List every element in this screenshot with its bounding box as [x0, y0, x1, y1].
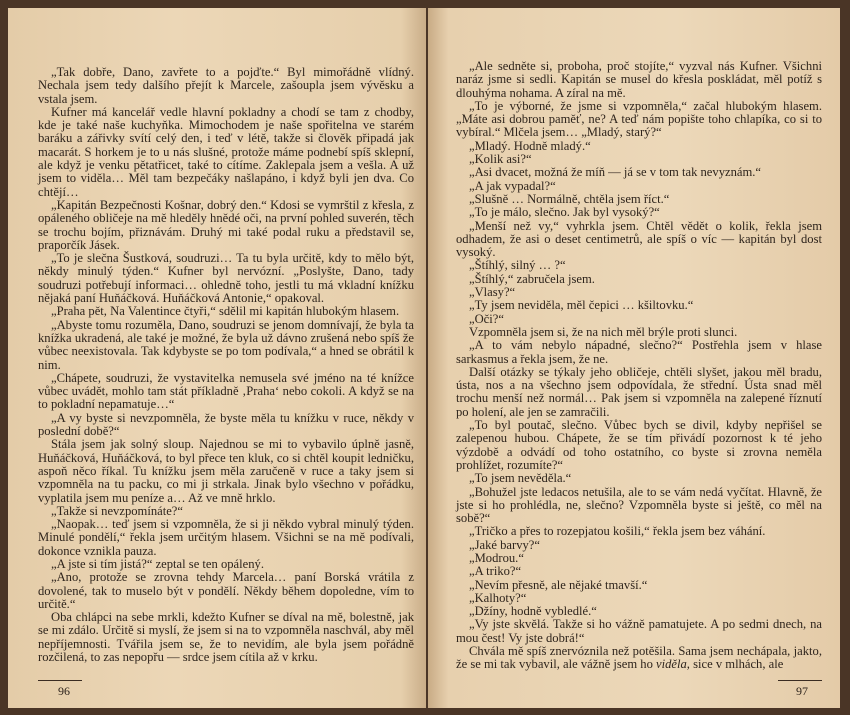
right-page-text: [456, 60, 822, 672]
paragraph: „Chápete, soudruzi, že vystavitelka nemusela své jméno na té knížce vůbec uvádět, mohlo tam stát příkladně ‚Praha‘ nebo cokoli. A když se na to pokladní nepamatuje…“: [38, 370, 414, 412]
paragraph: „Bohužel jste ledacos netušila, ale to se vám nedá vyčítat. Hlavně, že jste si ho prohlédla, ne, slečno? Vzpomněla byste si ještě, co měl na sobě?“: [456, 484, 822, 526]
left-page: [8, 8, 426, 708]
right-page: [428, 8, 840, 708]
paragraph: „A triko?“: [469, 564, 522, 579]
paragraph: „Kapitán Bezpečnosti Košnar, dobrý den.“ Kdosi se vymrštil z křesla, z opáleného obličeje na mě hleděly hnědé oči, na první pohled suverén, těch se trochu bojím, přiznávám. Druhý mi také podal ruku a představil se, praporčík Jásek.: [38, 197, 414, 252]
paragraph: [456, 645, 822, 672]
paragraph: „To je málo, slečno. Jak byl vysoký?“: [469, 205, 660, 220]
page-number: 97: [796, 683, 808, 698]
page-footer: [778, 672, 822, 698]
italic-emphasis: viděla,: [656, 657, 690, 672]
paragraph: „Štíhlý,“ zabručela jsem.: [469, 271, 595, 286]
paragraph: „Vlasy?“: [469, 285, 516, 300]
paragraph: „Štíhlý, silný … ?“: [469, 258, 566, 273]
paragraph: „To jsem nevěděla.“: [469, 471, 572, 486]
paragraph: „Nevím přesně, ale nějaké tmavší.“: [469, 577, 648, 592]
paragraph: Oba chlápci na sebe mrkli, kdežto Kufner se díval na mě, bolestně, jak se mi zdálo. Určitě si myslí, že jsem si na to vzpomněla naschvál, aby měl nepříjemnosti. Tvářila jsem se, že to nevidím, ale byla jsem pořádně rozčilená, to zas nepopřu — srdce jsem cítila až v krku.: [38, 610, 414, 665]
paragraph: „Tak dobře, Dano, zavřete to a pojďte.“ Byl mimořádně vlídný. Nechala jsem tedy dalšího přejít k Marcele, zašoupla jsem vývěsku a vstala jsem.: [38, 65, 414, 106]
paragraph: „Kalhoty?“: [469, 590, 527, 605]
paragraph-fragment: sice v mlhách, ale: [689, 657, 784, 672]
paragraph: „Džíny, hodně vybledlé.“: [469, 604, 597, 619]
paragraph: „Jaké barvy?“: [469, 537, 540, 552]
paragraph: „To byl poutač, slečno. Vůbec bych se divil, kdyby nepřišel se zalepenou hubou. Chápete, že se tím přivádí pozornost k té jeho výzdobě a odvádí od toho ostatního, co byste si zrovna neměla prohlížet, rozumíte?“: [456, 418, 822, 472]
paragraph: „Mladý. Hodně mladý.“: [469, 138, 591, 153]
paragraph: „Asi dvacet, možná že míň — já se v tom tak nevyznám.“: [469, 165, 762, 180]
paragraph: „Oči?“: [469, 311, 504, 326]
paragraph: „A jste si tím jistá?“ zeptal se ten opálený.: [51, 556, 264, 571]
paragraph: „Ano, protože se zrovna tehdy Marcela… paní Borská vrátila z dovolené, tak to muselo být v pondělí. Někdy během dopoledne, vím to určitě.“: [38, 570, 414, 611]
paragraph: „Praha pět, Na Valentince čtyři,“ sdělil mi kapitán hlubokým hlasem.: [51, 304, 400, 319]
paragraph: Další otázky se týkaly jeho obličeje, chtěli slyšet, jakou měl bradu, ústa, nos a na všechno jsem odpovídala, že střední. Ústa snad měl trochu menší než normál… Pak jsem si vzpomněla na zalepené říznutí po holení, ale jen se zamračili.: [456, 364, 822, 419]
page-number: 96: [58, 683, 70, 698]
paragraph: „A to vám nebylo nápadné, slečno?“ Postřehla jsem v hlase sarkasmus a řekla jsem, že ne.: [456, 338, 822, 366]
page-footer: [38, 672, 414, 698]
paragraph: „Menší než vy,“ vyhrkla jsem. Chtěl vědět o kolik, řekla jsem odhadem, že asi o deset centimetrů, ale spíš o víc — kapitán byl dost vysoký.: [456, 218, 822, 260]
paragraph: „Takže si nevzpomínáte?“: [51, 503, 183, 518]
paragraph: Stála jsem jak solný sloup. Najednou se mi to vybavilo úplně jasně, Huňáčková, Huňáčková, to byl přece ten kluk, co si chtěl koupit ledničku, aspoň něco říkal. Tu knížku jsem měla zaručeně v ruce a taky jsem si vzpomněla na tu packu, co mi ji strkala. Jinak bylo všechno v pořádku, vyplatila jsem mu peníze a… Až ve mně hrklo.: [38, 437, 414, 505]
paragraph: „Kolik asi?“: [469, 152, 532, 167]
paragraph: „Naopak… teď jsem si vzpomněla, že si ji někdo vybral minulý týden. Minulé pondělí,“ řekla jsem určitým hlasem. Všichni se na mě podívali, dokonce vznikla pauza.: [38, 517, 414, 558]
paragraph: „Abyste tomu rozuměla, Dano, soudruzi se jenom domnívají, že byla ta knížka ukradená, ale také je možné, že byla už dávno zrušená nebo spíš že vůbec neexistovala. Tak kdybyste se po tom podívala,“ a hned se obrátil k nim.: [38, 317, 414, 372]
paragraph: „Slušně … Normálně, chtěla jsem říct.“: [469, 191, 670, 206]
paragraph: „Ale sedněte si, proboha, proč stojíte,“ vyzval nás Kufner. Všichni naráz jsme si sedli. Kapitán se musel do křesla poskládat, měl potíž s dlouhýma nohama. A zíral na mě.: [456, 59, 822, 100]
paragraph: „A vy byste si nevzpomněla, že byste měla tu knížku v ruce, někdy v poslední době?“: [38, 410, 414, 439]
paragraph: Vzpomněla jsem si, že na nich měl brýle proti slunci.: [469, 324, 738, 339]
paragraph: „Tričko a přes to rozepjatou košili,“ řekla jsem bez váhání.: [469, 524, 766, 539]
paragraph: „Vy jste skvělá. Takže si ho vážně pamatujete. A po sedmi dnech, na mou čest! Vy jste dobrá!“: [456, 617, 822, 645]
left-page-text: [38, 66, 414, 664]
paragraph: „To je slečna Šustková, soudruzi… Ta tu byla určitě, kdy to mělo být, někdy minulý týden.“ Kufner byl nervózní. „Poslyšte, Dano, tady soudruzi potřebují informaci… ohledně toho, jestli tu má vkladní knížku nějaká paní Huňáčková. Huňáčková Antonie,“ opakoval.: [38, 251, 414, 306]
paragraph-fragment: Chvála mě spíš znervóznila než potěšila. Sama jsem nechápala, jakto, že se mi tak vybavil, ale vážně jsem ho: [456, 644, 822, 672]
paragraph: Kufner má kancelář vedle hlavní pokladny a chodí se tam z chodby, kde je také naše kuchyňka. Mimochodem je naše spořitelna ve starém baráku a zářivky svítí celý den, i teď v létě, takže si člověk připadá jak macarát. S horkem je to u nás slušné, protože máme podnebí spíš sklepní, ale když je venku pětatřicet, také to cítíme. Zaklepala jsem a vešla. A už jsem to viděla… Měl tam bezpečáky našlapáno, i když byli jen dva. Co chtějí…: [38, 104, 414, 199]
paragraph: „To je výborné, že jsme si vzpomněla,“ začal hlubokým hlasem. „Máte asi dobrou paměť, ne? A teď nám popište toho chlapíka, co si to vybíral.“ Mlčela jsem… „Mladý, starý?“: [456, 98, 822, 140]
paragraph: „Ty jsem neviděla, měl čepici … kšiltovku.“: [469, 298, 694, 313]
paragraph: „Modrou.“: [469, 550, 524, 565]
paragraph: „A jak vypadal?“: [469, 178, 556, 193]
